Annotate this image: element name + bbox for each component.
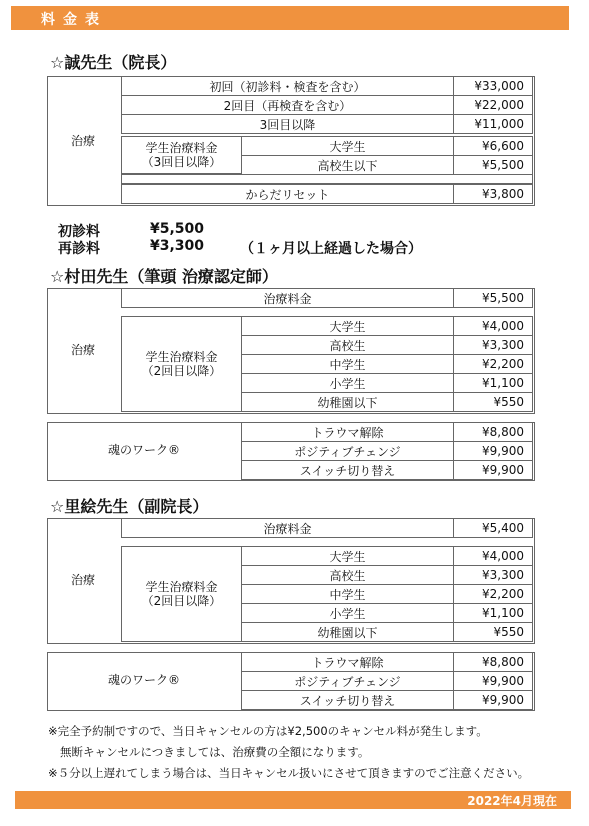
section-title-rie: ☆里絵先生（副院長） [50,497,209,516]
spacer-row [121,174,533,184]
late-arrival-note: ※５分以上遅れてしまう場合は、当日キャンセル扱いにさせて頂きますのでご注意ください。 [48,766,530,780]
price-value: ¥9,900 [453,671,533,691]
price-value: ¥9,900 [453,460,533,480]
repeat-visit-note: （１ヶ月以上経過した場合） [240,241,422,257]
as-of-date: 2022年4月現在 [467,794,557,808]
price-value: ¥9,900 [453,690,533,710]
student-fee-label: 学生治療料金 （3回目以降） [121,136,242,174]
student-row-label: 大学生 [241,136,454,156]
category-label: 治療 [70,134,95,148]
student-row-label: 小学生 [241,373,454,393]
student-row-label: 幼稚園以下 [241,622,454,642]
price-value: ¥4,000 [453,546,533,566]
fee-label: 治療料金 [121,518,454,538]
section-title-murata: ☆村田先生（筆頭 治療認定師） [50,267,278,286]
fee-label: 治療料金 [121,288,454,308]
soul-row-label: トラウマ解除 [241,422,454,442]
category-label: 治療 [70,573,95,587]
price-value: ¥3,800 [453,184,533,204]
price-value: ¥1,100 [453,603,533,623]
price-value: ¥11,000 [453,114,533,134]
price-value: ¥2,200 [453,354,533,374]
cancellation-note: ※完全予約制ですので、当日キャンセルの方は¥2,500のキャンセル料が発生します。 [48,724,488,738]
student-row-label: 小学生 [241,603,454,623]
price-value: ¥3,300 [453,335,533,355]
price-value: ¥4,000 [453,316,533,336]
price-value: ¥33,000 [453,76,533,96]
price-value: ¥5,500 [453,155,533,175]
price-row-label: 初回（初診料・検査を含む） [121,76,454,96]
price-value: ¥22,000 [453,95,533,115]
no-show-note: 無断キャンセルにつきましては、治療費の全額になります。 [60,745,370,759]
page-title: 料金表 [41,12,107,28]
student-row-label: 中学生 [241,584,454,604]
soul-row-label: スイッチ切り替え [241,690,454,710]
student-fee-label: 学生治療料金 （2回目以降） [121,316,242,412]
student-fee-label: 学生治療料金 （2回目以降） [121,546,242,642]
soul-work-label: 魂のワーク® [107,443,180,457]
price-value: ¥5,500 [453,288,533,308]
first-visit-label: 初診料 [58,224,100,240]
price-row-label: 3回目以降 [121,114,454,134]
header-bar [11,6,569,30]
reset-label: からだリセット [121,184,454,204]
price-value: ¥9,900 [453,441,533,461]
student-row-label: 幼稚園以下 [241,392,454,412]
price-value: ¥6,600 [453,136,533,156]
soul-work-label: 魂のワーク® [107,673,180,687]
price-value: ¥3,300 [453,565,533,585]
price-value: ¥2,200 [453,584,533,604]
repeat-visit-label: 再診料 [58,241,100,257]
repeat-visit-price: ¥3,300 [150,238,205,254]
price-value: ¥8,800 [453,652,533,672]
soul-row-label: トラウマ解除 [241,652,454,672]
student-row-label: 高校生以下 [241,155,454,175]
price-value: ¥8,800 [453,422,533,442]
student-row-label: 中学生 [241,354,454,374]
student-row-label: 高校生 [241,565,454,585]
student-row-label: 大学生 [241,546,454,566]
price-row-label: 2回目（再検査を含む） [121,95,454,115]
soul-row-label: ポジティブチェンジ [241,671,454,691]
student-row-label: 大学生 [241,316,454,336]
price-value: ¥5,400 [453,518,533,538]
section-title-makoto: ☆誠先生（院長） [50,53,177,72]
soul-row-label: スイッチ切り替え [241,460,454,480]
category-label: 治療 [70,343,95,357]
student-row-label: 高校生 [241,335,454,355]
first-visit-price: ¥5,500 [150,221,205,237]
footer-bar [15,791,571,809]
soul-row-label: ポジティブチェンジ [241,441,454,461]
price-value: ¥550 [453,392,533,412]
price-value: ¥550 [453,622,533,642]
price-value: ¥1,100 [453,373,533,393]
